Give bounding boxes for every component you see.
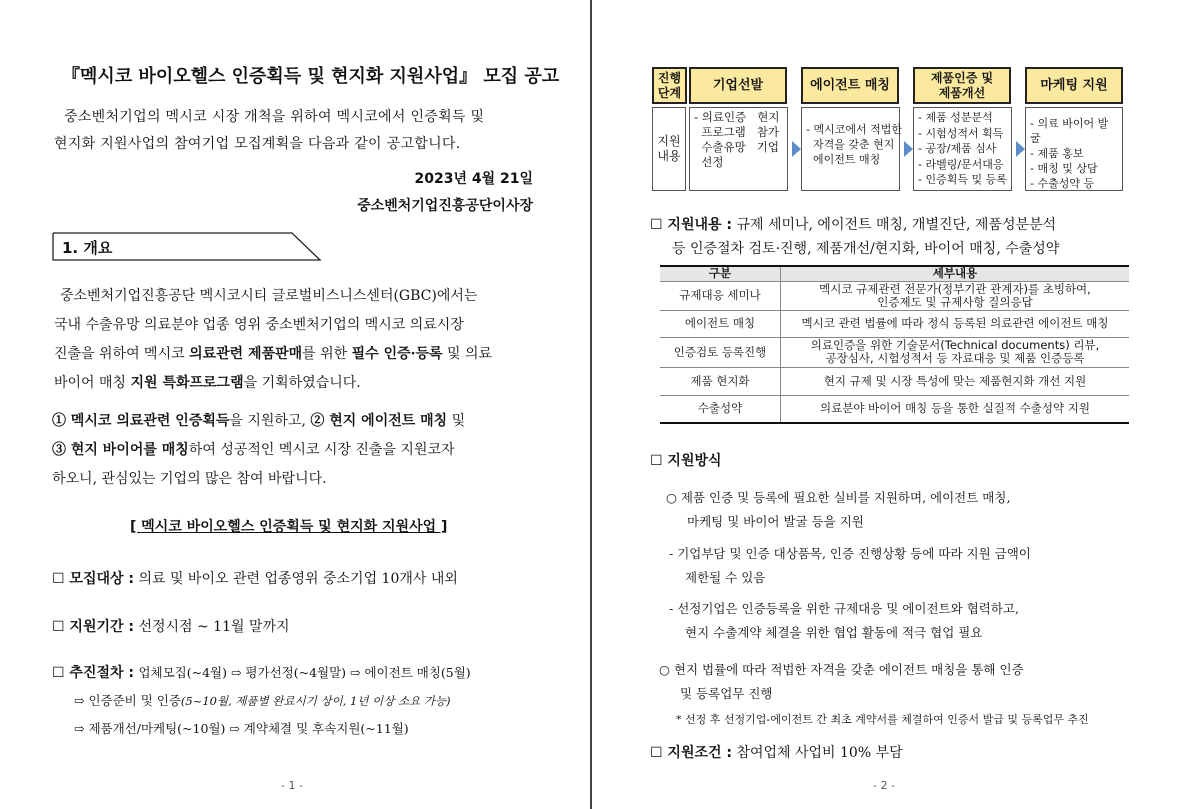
method-3-line-2: 현지 수출계약 체결을 위한 협업 활동에 적극 협업 필요 xyxy=(685,625,983,640)
table-header-category: 구분 xyxy=(660,266,781,281)
method-3-line-1: - 선정기업은 인증등록을 위한 규제대응 및 에이전트와 협력하고, xyxy=(669,601,1019,616)
table-cell-category: 제품 현지화 xyxy=(660,367,781,395)
support-content-line-2: 등 인증절차 검토·진행, 제품개선/현지화, 바이어 매칭, 수출성약 xyxy=(672,241,1060,257)
flow-arrow-icon xyxy=(1016,141,1025,157)
cell-line: 공장심사, 시험성적서 등 자료대응 및 제품 인증등록 xyxy=(825,351,1085,365)
flow-text: - 의료인증 현지 xyxy=(694,110,780,124)
flow-step-2-body xyxy=(801,107,900,191)
flow-step-4-body xyxy=(1025,107,1123,191)
cell-line: 의료분야 바이어 매칭 등을 통한 실질적 수출성약 지원 xyxy=(820,401,1090,416)
page-2 xyxy=(593,0,1183,809)
flow-text: 자격을 갖춘 현지 xyxy=(806,138,895,151)
method-2-line-1: - 기업부담 및 인증 대상품목, 인증 진행상황 등에 따라 지원 금액이 xyxy=(669,546,1031,561)
flow-text: - 제품 홍보 xyxy=(1030,147,1084,160)
table-cell-category: 규제대응 세미나 xyxy=(660,281,781,310)
flow-text: - 인증획득 및 등록 xyxy=(918,173,1007,186)
page-title: 『멕시코 바이오헬스 인증획득 및 현지화 지원사업』 모집 공고 xyxy=(62,66,560,87)
flow-text: 수출유망 기업 xyxy=(694,140,779,154)
text-run: 및 xyxy=(447,413,466,429)
program-title: [ 멕시코 바이오헬스 인증획득 및 현지화 지원사업 ] xyxy=(130,519,448,535)
text-run-bold: 필수 인증·등록 xyxy=(351,346,443,362)
method-4-line-2: 및 등록업무 진행 xyxy=(680,686,773,701)
table-header-detail: 세부내용 xyxy=(781,266,1130,281)
text-run: 을 기획하였습니다. xyxy=(243,375,361,391)
method-footnote: * 선정 후 선정기업-에이전트 간 최초 계약서를 체결하여 인증서 발급 및 등록업무 추진 xyxy=(676,713,1089,726)
flow-text: - 공장/제품 심사 xyxy=(918,142,997,155)
support-content-value: 규제 세미나, 에이전트 매칭, 개별진단, 제품성분분석 xyxy=(732,217,1057,233)
text-run-bold: ① 멕시코 의료관련 인증획득 xyxy=(52,413,230,429)
flow-step-4-title: 마케팅 지원 xyxy=(1025,67,1123,104)
table-cell-detail xyxy=(781,367,1130,395)
support-detail-table xyxy=(660,265,1129,424)
flow-text: - 시험성적서 획득 xyxy=(918,126,1004,140)
intro-line-2: 현지화 지원사업의 참여기업 모집계획을 다음과 같이 공고합니다. xyxy=(54,136,461,152)
table-row xyxy=(660,337,1129,367)
cell-line: 멕시코 규제관련 전문가(정부기관 관계자)를 초빙하여, xyxy=(819,281,1091,296)
goal-line-2 xyxy=(52,439,455,459)
table-row xyxy=(660,395,1129,423)
procedure-steps: 업체모집(~4월) ⇨ 평가선정(~4월말) ⇨ 에이전트 매칭(5월) xyxy=(138,665,471,680)
table-row xyxy=(660,367,1129,395)
intro-line-1: 중소벤처기업의 멕시코 시장 개척을 위하여 멕시코에서 인증획득 및 xyxy=(64,109,485,125)
flow-text: 선정 xyxy=(694,155,724,169)
page-1 xyxy=(0,0,591,809)
table-cell-category: 인증검토 등록진행 xyxy=(660,337,781,367)
table-row xyxy=(660,310,1129,337)
procedure-line-3: ⇨ 제품개선/마케팅(~10월) ⇨ 계약체결 및 후속지원(~11월) xyxy=(74,721,409,736)
flow-text: 프로그램 참가 xyxy=(694,125,779,139)
flow-text: - 제품 성분분석 xyxy=(918,111,993,124)
announce-date: 2023년 4월 21일 xyxy=(414,171,533,187)
table-cell-category: 에이전트 매칭 xyxy=(660,310,781,337)
text-run: 을 지원하고, xyxy=(229,413,311,429)
flow-text: - 멕시코에서 적법한 xyxy=(806,123,902,136)
overview-line-4 xyxy=(54,372,361,392)
flow-label-content: 지원 내용 xyxy=(652,107,686,191)
period-line xyxy=(52,616,290,636)
goal-line-1 xyxy=(52,410,465,430)
support-content-label: ☐ 지원내용 : xyxy=(650,217,732,233)
procedure-line-2 xyxy=(74,691,451,709)
support-condition-value: 참여업체 사업비 10% 부담 xyxy=(732,745,903,761)
section-1-heading: 1. 개요 xyxy=(62,239,113,257)
procedure-note: (5~10월, 제품별 완료시기 상이, 1년 이상 소요 가능) xyxy=(180,694,451,708)
flow-text: - 수출성약 등 xyxy=(1030,177,1095,190)
overview-line-1: 중소벤처기업진흥공단 멕시코시티 글로벌비스니스센터(GBC)에서는 xyxy=(60,288,478,304)
procedure-line-1 xyxy=(52,662,471,682)
method-1-line-1: ○ 제품 인증 및 등록에 필요한 실비를 지원하며, 에이전트 매칭, xyxy=(666,490,1011,505)
text-run: 하여 성공적인 멕시코 시장 진출을 지원코자 xyxy=(188,442,455,458)
text-run: 를 위한 xyxy=(302,346,352,362)
goal-line-3: 하오니, 관심있는 기업의 많은 참여 바랍니다. xyxy=(52,471,327,487)
text-run-bold: ② 현지 에이전트 매칭 xyxy=(310,413,448,429)
table-cell-detail xyxy=(781,310,1130,337)
target-line xyxy=(52,568,458,588)
flow-step-3-body xyxy=(913,107,1012,191)
flow-text: - 라벨링/문서대응 xyxy=(918,157,1004,171)
flow-step-1-title: 기업선발 xyxy=(689,67,787,104)
overview-line-3 xyxy=(54,343,492,363)
cell-line: 현지 규제 및 시장 특성에 맞는 제품현지화 개선 지원 xyxy=(823,373,1087,388)
text-run: 및 의료 xyxy=(442,346,493,362)
support-condition-label: ☐ 지원조건 : xyxy=(650,745,732,761)
flow-label-stage: 진행 단계 xyxy=(652,67,687,104)
text-run-bold: ③ 현지 바이어를 매칭 xyxy=(52,442,189,458)
table-cell-detail xyxy=(781,281,1130,310)
text-run: 바이어 매칭 xyxy=(54,375,131,391)
method-2-line-2: 제한될 수 있음 xyxy=(685,570,766,585)
target-label: ☐ 모집대상 : xyxy=(52,571,134,587)
period-label: ☐ 지원기간 : xyxy=(52,619,134,635)
period-value: 선정시점 ~ 11월 말까지 xyxy=(138,619,290,635)
issuer-name: 중소벤처기업진흥공단이사장 xyxy=(357,198,533,214)
text-run: ⇨ 인증준비 및 인증 xyxy=(74,693,181,708)
overview-line-2: 국내 수출유망 의료분야 업종 영위 중소벤처기업의 멕시코 의료시장 xyxy=(54,317,464,333)
table-header-row xyxy=(660,266,1129,281)
flow-arrow-icon xyxy=(792,141,801,157)
text-run-bold: 의료관련 제품판매 xyxy=(189,346,303,362)
page-divider xyxy=(590,0,592,809)
flow-text: 에이전트 매칭 xyxy=(806,153,881,166)
text-run-bold: 지원 특화프로그램 xyxy=(130,375,244,391)
support-content-line-1 xyxy=(650,214,1056,234)
method-4-line-1: ○ 현지 법률에 따라 적법한 자격을 갖춘 에이전트 매칭을 통해 인증 xyxy=(659,662,1024,677)
table-cell-detail xyxy=(781,395,1130,423)
table-cell-category: 수출성약 xyxy=(660,395,781,423)
flow-text: - 매칭 및 상담 xyxy=(1030,162,1098,175)
flow-step-1-body xyxy=(689,107,788,191)
procedure-label: ☐ 추진절차 : xyxy=(52,665,134,681)
table-cell-detail xyxy=(781,337,1130,367)
cell-line: 멕시코 관련 법률에 따라 정식 등록된 의료관련 에이전트 매칭 xyxy=(801,316,1109,330)
table-row xyxy=(660,281,1129,310)
target-value: 의료 및 바이오 관련 업종영위 중소기업 10개사 내외 xyxy=(138,571,458,587)
cell-line: 인증제도 및 규제사항 질의응답 xyxy=(877,294,1033,309)
support-method-heading: ☐ 지원방식 xyxy=(650,453,722,469)
page-number: - 2 - xyxy=(873,779,895,792)
text-run: 진출을 위하여 멕시코 xyxy=(54,346,190,362)
cell-line: 의료인증을 위한 기술문서(Technical documents) 리뷰, xyxy=(810,338,1100,352)
method-1-line-2: 마케팅 및 바이어 발굴 등을 지원 xyxy=(687,514,864,529)
page-number: - 1 - xyxy=(281,779,303,792)
flow-text: - 의료 바이어 발굴 xyxy=(1030,117,1109,145)
flow-step-2-title: 에이전트 매칭 xyxy=(801,67,899,104)
support-condition-line xyxy=(650,742,903,762)
flow-step-3-title: 제품인증 및 제품개선 xyxy=(913,67,1011,104)
flow-arrow-icon xyxy=(904,141,913,157)
